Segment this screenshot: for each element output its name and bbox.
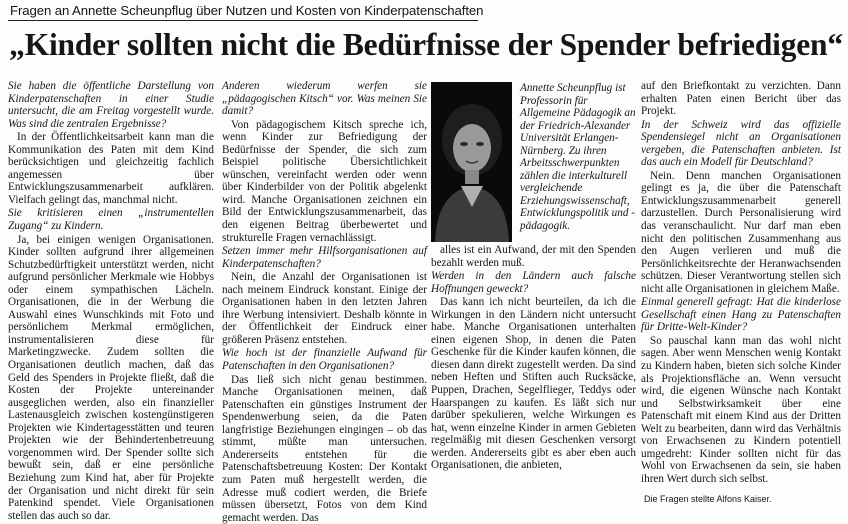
interview-answer: Das kann ich nicht beurteilen, da ich die Wirkungen in den Ländern nicht untersucht habe. Manche Organisationen unterhalten einen eigenen Shop, in denen die Paten Geschenke für die Kinder kaufen können, die diesen dann direkt zugestellt werden. Da sind neben Heften und Stiften auch Rucksäcke, Puppen, Drachen, Segelflieger, Teddys oder Haarspangen zu kaufen. Es läßt sich nur darüber spekulieren, welche Wirkungen es hat, wenn einzelne Kinder in armen Gebieten regelmäßig mit diesen Geschenken versorgt werden. Andererseits gibt es aber eben auch Organisationen, die anbieten, bbox=[431, 296, 636, 472]
interview-answer: Ja, bei einigen wenigen Organisationen. Kinder sollten aufgrund ihrer allgemeinen Schutzbedürftigkeit unterstützt werden, nicht aufgrund persönlicher Merkmale wie Hobbys oder einem sympathischen Lächeln. Organisationen, die in der Werbung die Auswahl eines Wunschkinds mit Foto und persönlichem Merkmal ermöglichen, instrumentalisieren diese für Marketingzwecke. Zudem sollten die Organisationen deutlich machen, daß das Geld des Spenders in Projekte fließt, daß die Kosten der Projekte untereinander ausgeglichen werden, also ein finanzieller Lastenausgleich zwischen kostengünstigeren Projekten wie Kindertagesstätten und teuren Projekten wie der Behindertenbetreuung vorgenommen wird. Der Spender sollte sich bewußt sein, daß er eine persönliche Beziehung zum Kind hat, aber für Projekte der Organisation und nicht direkt für sein Patenkind spendet. Viele Organisationen stellen das auch so dar. bbox=[8, 233, 214, 522]
portrait-image bbox=[431, 82, 512, 242]
interview-answer: Nein, die Anzahl der Organisationen ist nach meinem Eindruck konstant. Einige der Organisationen haben in den letzten Jahren ihre Werbung intensiviert. Deshalb könnte in der Öffentlichkeit der Eindruck einer größeren Präsenz entstehen. bbox=[222, 271, 427, 346]
column-3 bbox=[431, 244, 636, 472]
interview-question: Sie haben die öffentliche Darstellung von Kinderpatenschaften in einer Studie untersucht, die am Freitag vorgestellt wurde. Was sind die zentralen Ergebnisse? bbox=[8, 80, 214, 130]
column-4 bbox=[641, 80, 841, 486]
portrait-photo bbox=[431, 82, 512, 242]
interview-answer: Nein. Denn manchen Organisationen gelingt es ja, die über die Patenschaft Entwicklungszusammenarbeit generell darzustellen. Durch Personalisierung wird das veranschaulicht. Nur darf man eben nicht den politischen Zusammenhang aus den Augen verlieren und muß die Persönlichkeitsrechte der Heranwachsenden schützen. Dieser Verantwortung stellen sich nicht alle Organisationen in gleichem Maße. bbox=[641, 169, 841, 295]
column-1 bbox=[8, 80, 214, 522]
interview-question: Sie kritisieren einen „instrumentellen Zugang“ zu Kindern. bbox=[8, 207, 214, 233]
interview-answer: In der Öffentlichkeitsarbeit kann man die Kommunikation des Paten mit dem Kind berücksichtigen und gleichzeitig fachlich angemessen über Entwicklungszusammenarbeit aufklären. Vielfach gelingt das, manchmal nicht. bbox=[8, 131, 214, 206]
interview-answer: Von pädagogischem Kitsch spreche ich, wenn Kinder zur Befriedigung der Bedürfnisse der Spender, die sich zum Beispiel politische Übersichtlichkeit wünschen, vereinfacht werden oder wenn über Kinderbilder von der Politik abgelenkt wird. Manche Organisationen zeichnen ein Bild der Entwicklungszusammenarbeit, das den eigenen Beitrag überbewertet und strukturelle Fragen vernachlässigt. bbox=[222, 118, 427, 244]
interview-question: Wie hoch ist der finanzielle Aufwand für Patenschaften in den Organisationen? bbox=[222, 347, 427, 373]
interviewer-credit: Die Fragen stellte Alfons Kaiser. bbox=[644, 494, 772, 504]
interview-answer: Das ließ sich nicht genau bestimmen. Manche Organisationen meinen, daß Patenschaften ein günstiges Instrument der Spendenwerbung seien, da die Paten langfristige Beziehungen eingingen – ob das stimmt, müßte man untersuchen. Andererseits entstehen für die Patenschaftsbetreuung Kosten: Der Kontakt zum Paten muß hergestellt werden, die Adresse muß codiert werden, die Briefe müssen übersetzt, Fotos von dem Kind gemacht werden. Das bbox=[222, 373, 427, 524]
interview-answer: So pauschal kann man das wohl nicht sagen. Aber wenn Menschen wenig Kontakt zu Kindern haben, bieten sich solche Kinder als Projektionsfläche an. Wenn versucht wird, die eigenen Wünsche nach Kontakt und Selbstwirksamkeit über eine Patenschaft mit einem Kind aus der Dritten Welt zu bearbeiten, dann wird das Verhältnis von Erwachsenen zu Kindern potentiell umgedreht: Kinder sollten nicht für das Wohl von Erwachsenen da sein, sie haben ihren Wert durch sich selbst. bbox=[641, 334, 841, 485]
photo-caption: Annette Scheunpflug ist Professorin für Allgemeine Pädagogik an der Friedrich-Alexander Universität Erlangen-Nürnberg. Zu ihren Arbeitsschwerpunkten zählen die interkulturell vergleichende Erziehungswissenschaft, Entwicklungspolitik und -pädagogik. bbox=[520, 82, 636, 233]
interview-question: In der Schweiz wird das offizielle Spendensiegel nicht an Organisationen vergeben, die Patenschaften anbieten. Ist das auch ein Modell für Deutschland? bbox=[641, 118, 841, 169]
column-2 bbox=[222, 80, 427, 524]
headline: „Kinder sollten nicht die Bedürfnisse der Spender befriedigen“ bbox=[9, 27, 843, 62]
interview-question: Einmal generell gefragt: Hat die kinderlose Gesellschaft einen Hang zu Patenschaften für Dritte-Welt-Kinder? bbox=[641, 296, 841, 334]
interview-answer: alles ist ein Aufwand, der mit den Spenden bezahlt werden muß. bbox=[431, 244, 636, 269]
interview-question: Anderen wiederum werfen sie „pädagogischen Kitsch“ vor. Was meinen Sie damit? bbox=[222, 80, 427, 118]
interview-answer: auf den Briefkontakt zu verzichten. Dann erhalten Paten einen Bericht über das Projekt. bbox=[641, 80, 841, 118]
interview-question: Werden in den Ländern auch falsche Hoffnungen geweckt? bbox=[431, 270, 636, 295]
kicker-rule bbox=[8, 20, 478, 21]
kicker-line: Fragen an Annette Scheunpflug über Nutzen und Kosten von Kinderpatenschaften bbox=[10, 3, 484, 18]
interview-question: Setzen immer mehr Hilfsorganisationen auf Kinderpatenschaften? bbox=[222, 245, 427, 270]
